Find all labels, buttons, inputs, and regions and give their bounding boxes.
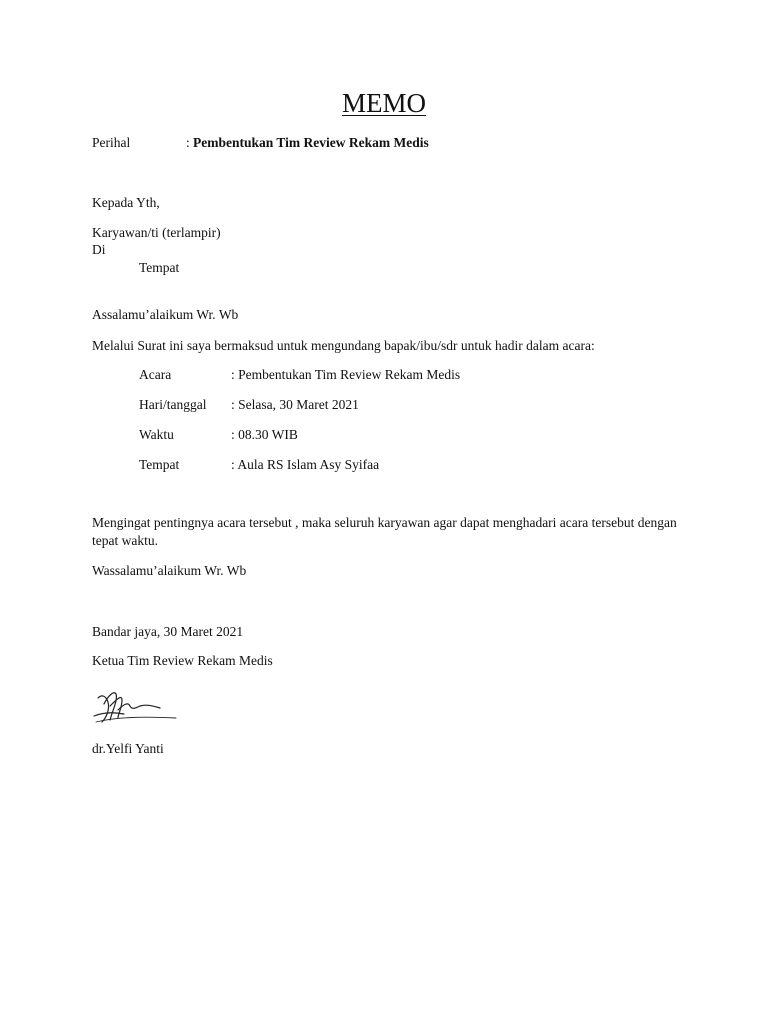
signer-position: Ketua Tim Review Rekam Medis <box>92 653 273 668</box>
subject-separator: : <box>186 135 190 150</box>
signature-image <box>88 686 180 732</box>
di-label: Di <box>92 242 106 257</box>
salam-opening: Assalamu’alaikum Wr. Wb <box>92 307 239 322</box>
memo-title: MEMO <box>341 88 426 118</box>
event-label: Hari/tanggal <box>139 397 207 412</box>
closing-paragraph: Mengingat pentingnya acara tersebut , maka seluruh karyawan agar dapat menghadari acara tersebut dengan tepat waktu. <box>92 515 677 548</box>
event-label: Tempat <box>139 457 180 472</box>
signer-name: dr.Yelfi Yanti <box>92 741 164 756</box>
event-label: Waktu <box>139 427 174 442</box>
event-value: : 08.30 WIB <box>231 427 298 442</box>
event-value: : Aula RS Islam Asy Syifaa <box>231 457 380 472</box>
event-value: : Pembentukan Tim Review Rekam Medis <box>231 367 461 382</box>
salam-closing: Wassalamu’alaikum Wr. Wb <box>92 563 247 578</box>
subject-label: Perihal <box>92 135 131 150</box>
subject-value: Pembentukan Tim Review Rekam Medis <box>193 135 429 150</box>
place-date: Bandar jaya, 30 Maret 2021 <box>92 624 244 639</box>
greeting-to: Kepada Yth, <box>92 195 160 210</box>
tempat-label: Tempat <box>139 260 180 275</box>
event-label: Acara <box>139 367 172 382</box>
recipient: Karyawan/ti (terlampir) <box>92 225 221 240</box>
intro-text: Melalui Surat ini saya bermaksud untuk mengundang bapak/ibu/sdr untuk hadir dalam acara: <box>92 338 595 353</box>
event-value: : Selasa, 30 Maret 2021 <box>231 397 359 412</box>
